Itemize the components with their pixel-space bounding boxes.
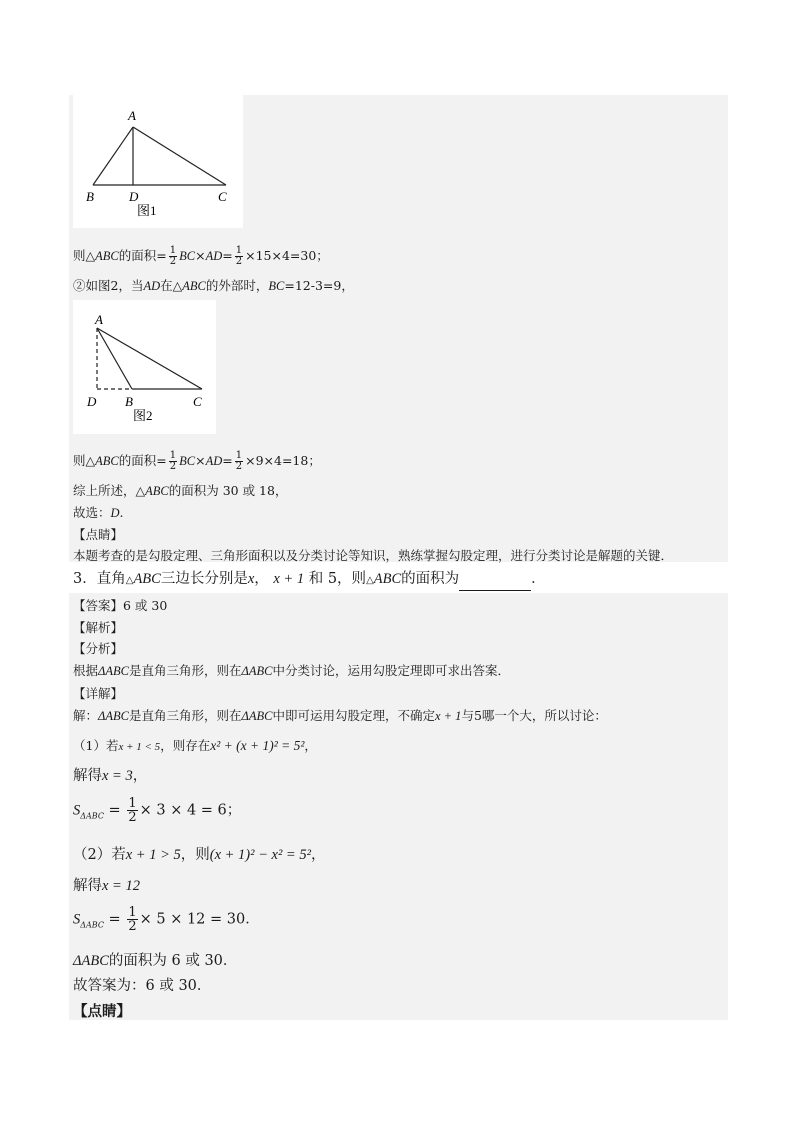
question-3: 3．直角△ABC三边长分别是x， x + 1 和 5，则△ABC的面积为 ． <box>73 569 546 591</box>
solution-1: 解得x = 3， <box>73 768 148 784</box>
text-line-area2: 则△ABC的面积= $\frac{1}{2}$ BC×AD= $\frac{1}{2}$ ×9×4=18； <box>73 450 321 472</box>
text-line-comment: 本题考查的是勾股定理、三角形面积以及分类讨论等知识，熟练掌握勾股定理，进行分类讨论是解题的关键． <box>73 548 674 563</box>
figure-2 <box>73 300 216 434</box>
fig1-label-d: D <box>129 189 139 204</box>
answer-line: 【答案】6 或 30 <box>73 598 168 613</box>
case-2: （2）若x + 1 > 5，则(x + 1)² − x² = 5²， <box>73 847 326 863</box>
text-line-summary: 综上所述，△ABC的面积为 30 或 18， <box>73 483 288 498</box>
heading-dianjing-2: 【点睛】 <box>73 1003 131 1020</box>
fig1-caption: 图1 <box>137 203 157 218</box>
area-1: $S_{\Delta ABC}$ = $\frac{1}{2}$ × 3 × 4 = 6； <box>73 796 242 825</box>
solution-2: 解得x = 12 <box>73 878 140 894</box>
answer-blank[interactable] <box>459 576 531 591</box>
figure-1 <box>73 95 243 228</box>
heading-dianjing-1: 【点睛】 <box>73 527 124 542</box>
fig1-label-a: A <box>128 108 136 123</box>
text-jie: 解：ΔABC是直角三角形，则在ΔABC中即可运用勾股定理，不确定x + 1与5哪一个大，所以讨论： <box>73 708 607 723</box>
text-line-area1: 则△ABC的面积= $\frac{1}{2}$ BC×AD= $\frac{1}{2}$ ×15×4=30； <box>73 245 329 267</box>
fig2-label-a: A <box>95 312 103 327</box>
fig2-label-b: B <box>125 394 133 409</box>
heading-xiangjie: 【详解】 <box>73 686 124 701</box>
text-line-case2: ②如图2，当AD在△ABC的外部时，BC=12-3=9， <box>73 278 354 293</box>
fig2-label-d: D <box>87 394 97 409</box>
heading-jiexi: 【解析】 <box>73 620 124 635</box>
fig2-label-c: C <box>193 394 202 409</box>
fig1-label-c: C <box>218 189 227 204</box>
area-2: $S_{\Delta ABC}$ = $\frac{1}{2}$ × 5 × 12 = 30． <box>73 905 260 934</box>
conclusion: ΔABC的面积为 6 或 30． <box>73 953 238 969</box>
final-answer: 故答案为：6 或 30． <box>73 978 212 994</box>
case-1: （1）若x + 1 < 5，则存在x² + (x + 1)² = 5²， <box>73 738 317 753</box>
text-line-choice: 故选：D. <box>73 505 124 520</box>
heading-fenxi: 【分析】 <box>73 641 124 656</box>
fig1-label-b: B <box>86 189 94 204</box>
text-fenxi: 根据ΔABC是直角三角形，则在ΔABC中分类讨论，运用勾股定理即可求出答案． <box>73 663 510 678</box>
fig2-caption: 图2 <box>133 408 153 423</box>
